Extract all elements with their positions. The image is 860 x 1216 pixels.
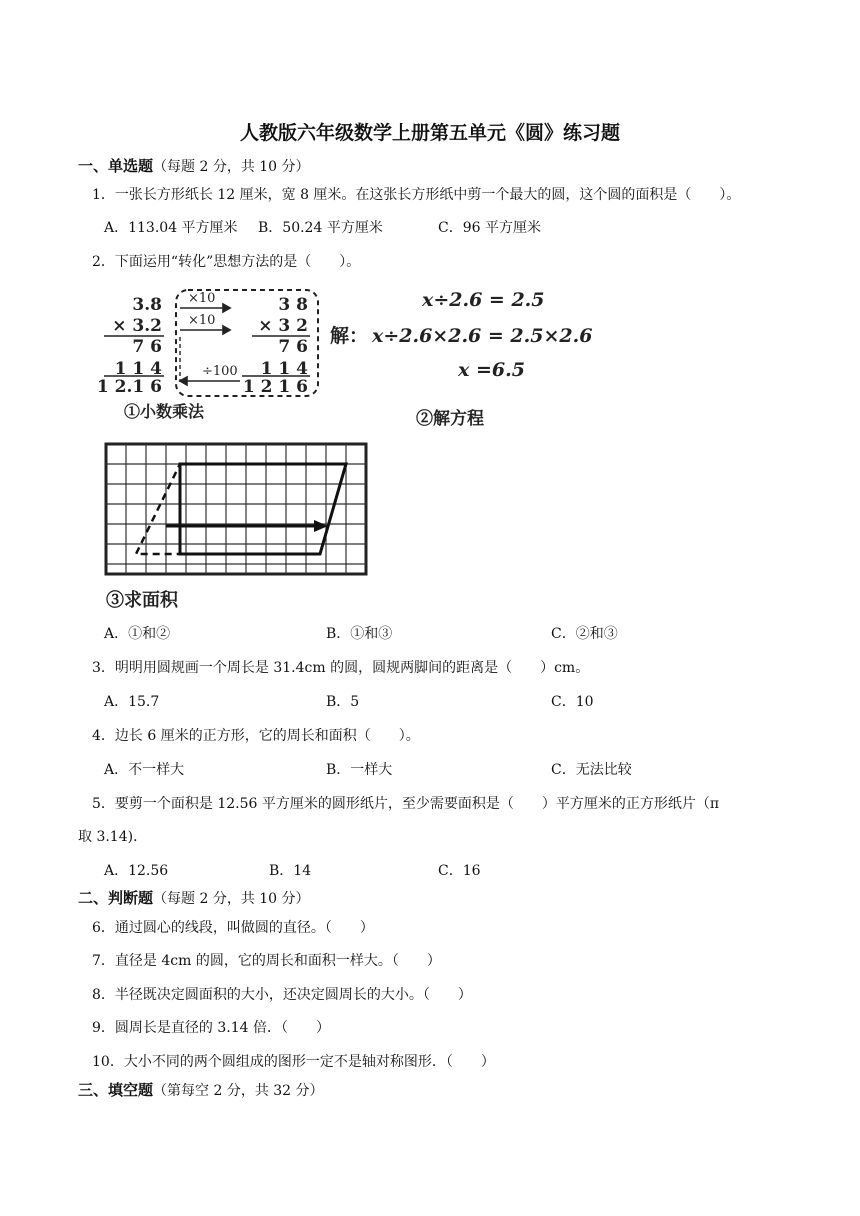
left-calc-line: 1 2.1 6 [96,377,162,397]
right-calc-line: 3 8 [278,295,308,315]
area-grid-figure [100,438,380,614]
equation-figure [330,284,593,434]
section-heading-fill-blank [78,1079,324,1100]
question-8: 8．半径既决定圆面积的大小，还决定圆周长的大小。（ ） [92,987,472,1003]
q3-option-b: B．5 [326,694,360,710]
question-7: 7．直径是 4cm 的圆，它的周长和面积一样大。（ ） [92,953,441,969]
arrow-label: ×10 [188,313,216,328]
section-name: 一、单选题 [78,157,154,175]
section-note: （每题 2 分，共 10 分） [153,891,310,907]
q5-option-b: B．14 [269,863,312,879]
left-calc-line: 1 1 4 [114,359,162,379]
q3-option-c: C．10 [551,694,594,710]
arrow-head [223,326,230,334]
q2-option-b: B．①和③ [326,626,393,642]
question-5: 5．要剪一个面积是 12.56 平方厘米的圆形纸片，至少需要面积是（ ）平方厘米的正方形纸片（π [92,796,720,812]
q1-option-c: C．96 平方厘米 [438,220,541,236]
section-note: （每题 2 分，共 10 分） [153,159,310,175]
q5-option-a: A．12.56 [104,863,169,879]
section-note: （第每空 2 分，共 32 分） [153,1083,324,1099]
figure-caption: ①小数乘法 [124,402,205,421]
section-heading-true-false [78,887,310,908]
page-title: 人教版六年级数学上册第五单元《圆》练习题 [239,122,620,144]
equation-line: x =6.5 [458,359,525,381]
arrow-label: ÷100 [202,364,238,379]
question-10: 10．大小不同的两个圆组成的图形一定不是轴对称图形．（ ） [92,1054,495,1070]
decimal-multiplication-figure [96,282,335,422]
q1-option-b: B．50.24 平方厘米 [258,220,383,236]
q4-option-b: B．一样大 [326,762,393,778]
jie-label: 解： [330,325,369,347]
right-calc-line: 1 2 1 6 [242,377,308,397]
question-6: 6．通过圆心的线段，叫做圆的直径。（ ） [92,920,374,936]
right-calc-line: 7 6 [278,337,308,357]
equation-line: x÷2.6×2.6 = 2.5×2.6 [372,325,593,347]
section-name: 二、判断题 [78,889,154,907]
figure-caption: ②解方程 [416,409,484,429]
question-3: 3．明明用圆规画一个周长是 31.4cm 的圆，圆规两脚间的距离是（ ）cm。 [92,660,590,676]
left-calc-line: 7 6 [132,337,162,357]
right-calc-line: 1 1 4 [260,359,308,379]
figure-caption: ③求面积 [106,590,178,611]
question-9: 9．圆周长是直径的 3.14 倍．（ ） [92,1020,330,1036]
q4-option-a: A．不一样大 [104,762,185,778]
question-1: 1．一张长方形纸长 12 厘米，宽 8 厘米。在这张长方形纸中剪一个最大的圆，这个圆的面积是（ ）。 [92,187,741,203]
section-heading-single-choice [78,155,310,176]
q5-option-c: C．16 [438,863,481,879]
arrow-head [180,377,187,385]
question-5-cont: 取 3.14)． [78,829,148,845]
right-calc-line: × 3 2 [258,316,308,336]
question-2: 2．下面运用“转化”思想方法的是（ ）。 [92,254,361,270]
question-4: 4．边长 6 厘米的正方形，它的周长和面积（ ）。 [92,728,420,744]
q4-option-c: C．无法比较 [551,762,632,778]
arrow-label: ×10 [188,291,216,306]
left-calc-line: × 3.2 [112,316,162,336]
equation-line: x÷2.6 = 2.5 [422,289,545,311]
arrow-head [223,304,230,312]
q2-option-c: C．②和③ [551,626,618,642]
q1-option-a: A．113.04 平方厘米 [104,220,238,236]
q2-option-a: A．①和② [104,626,171,642]
section-name: 三、填空题 [78,1081,154,1099]
q3-option-a: A．15.7 [104,694,160,710]
left-calc-line: 3.8 [132,295,162,315]
